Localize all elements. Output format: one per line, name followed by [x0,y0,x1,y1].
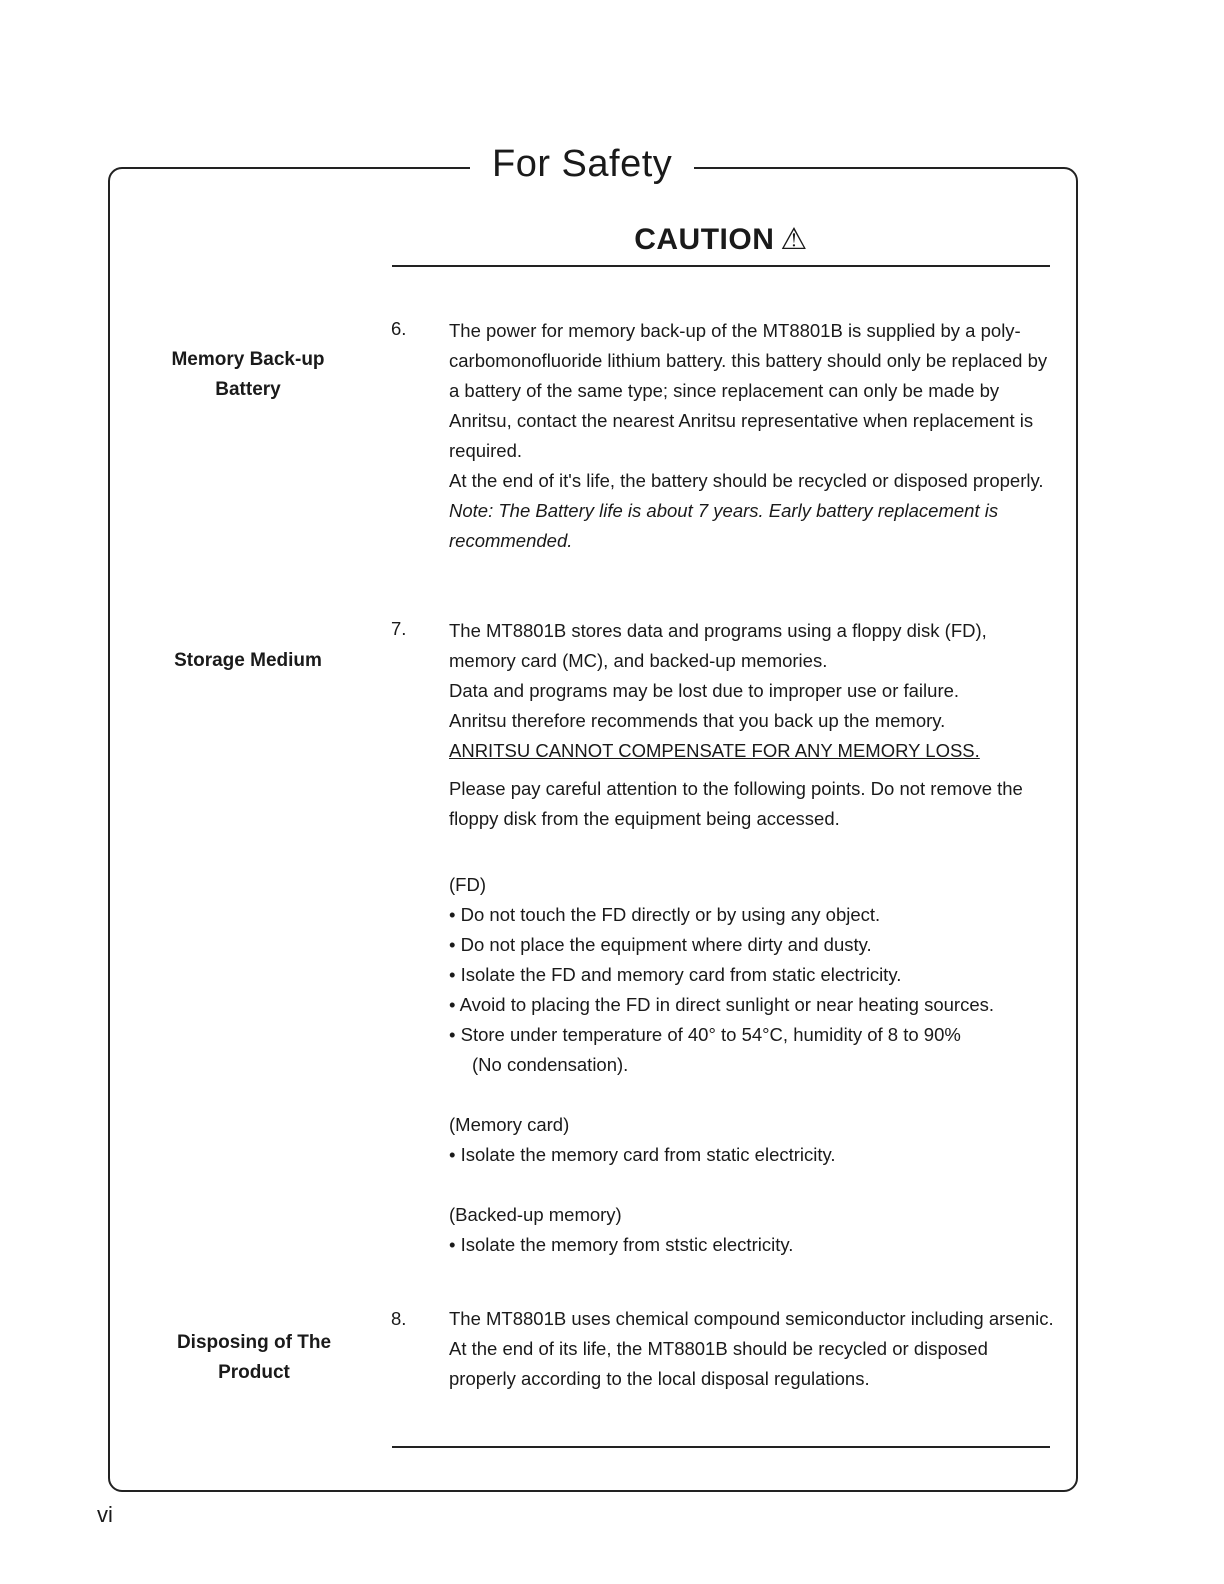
bottom-divider [392,1446,1050,1448]
label-line: Battery [215,379,281,400]
caution-heading [392,222,1050,257]
warning-underlined: ANRITSU CANNOT COMPENSATE FOR ANY MEMORY LOSS. [449,740,980,761]
section-8-text [449,1304,1055,1394]
list-item [449,1140,1055,1170]
paragraph: The power for memory back-up of the MT8801B is supplied by a poly-carbomonofluoride lithium battery. this battery should only be replaced by a battery of the same type; since replacement can only be made by Anritsu, contact the nearest Anritsu representative when replacement is required. [449,320,1048,461]
paragraph: The MT8801B stores data and programs using a floppy disk (FD), memory card (MC), and backed-up memories. [449,620,987,671]
section-number: 6. [391,318,407,339]
paragraph: At the end of it's life, the battery should be recycled or disposed properly. [449,470,1044,491]
note-text: Note: The Battery life is about 7 years. Early battery replacement is recommended. [449,500,999,551]
section-7-text [449,616,1055,1260]
list-item-text: Isolate the memory from ststic electricity. [460,1234,794,1255]
list-item [449,1230,1055,1260]
bullet-icon: • [449,994,460,1015]
list-item-text: Isolate the memory card from static electricity. [460,1144,836,1165]
label-line: Disposing of The [176,1332,332,1353]
list-item-text: Isolate the FD and memory card from static electricity. [460,964,902,985]
page-number: vi [97,1502,113,1527]
label-line: Memory Back-up [171,349,325,370]
section-number: 7. [391,618,407,639]
note [449,496,1055,556]
list-item [449,1020,1055,1080]
paragraph: At the end of its life, the MT8801B should be recycled or disposed properly according to the local disposal regulations. [449,1338,988,1389]
paragraph: Data and programs may be lost due to improper use or failure. [449,680,960,701]
memory-card-heading: (Memory card) [449,1114,570,1135]
list-item-text: Store under temperature of 40° to 54°C, humidity of 8 to 90% [460,1024,961,1045]
section-label-storage-medium [148,646,348,676]
bullet-icon: • [449,964,461,985]
paragraph: Anritsu therefore recommends that you back up the memory. [449,710,946,731]
section-label-disposing [154,1328,354,1388]
list-item [449,930,1055,960]
section-number: 8. [391,1308,407,1329]
paragraph: Please pay careful attention to the following points. Do not remove the floppy disk from the equipment being accessed. [449,778,1023,829]
list-item-text: Avoid to placing the FD in direct sunlight or near heating sources. [459,994,995,1015]
top-divider [392,265,1050,267]
bullet-icon: • [449,1024,461,1045]
list-item-continuation: (No condensation). [472,1054,629,1075]
list-item [449,900,1055,930]
list-item-text: Do not touch the FD directly or by using any object. [460,904,881,925]
bullet-icon: • [449,904,461,925]
fd-heading: (FD) [449,874,486,895]
label-line: Storage Medium [174,650,322,671]
backed-up-memory-heading: (Backed-up memory) [449,1204,622,1225]
label-line: Product [218,1362,290,1383]
page-title: For Safety [470,143,694,186]
bullet-icon: • [449,1234,461,1255]
paragraph: The MT8801B uses chemical compound semiconductor including arsenic. [449,1308,1054,1329]
list-item-text: Do not place the equipment where dirty and dusty. [460,934,872,955]
bullet-icon: • [449,934,461,955]
section-label-memory-backup [148,345,348,405]
bullet-icon: • [449,1144,461,1165]
list-item [449,960,1055,990]
warning-triangle-icon: ⚠ [780,223,808,256]
list-item [449,990,1055,1020]
section-6-text [449,316,1055,556]
caution-label: CAUTION [634,223,775,256]
